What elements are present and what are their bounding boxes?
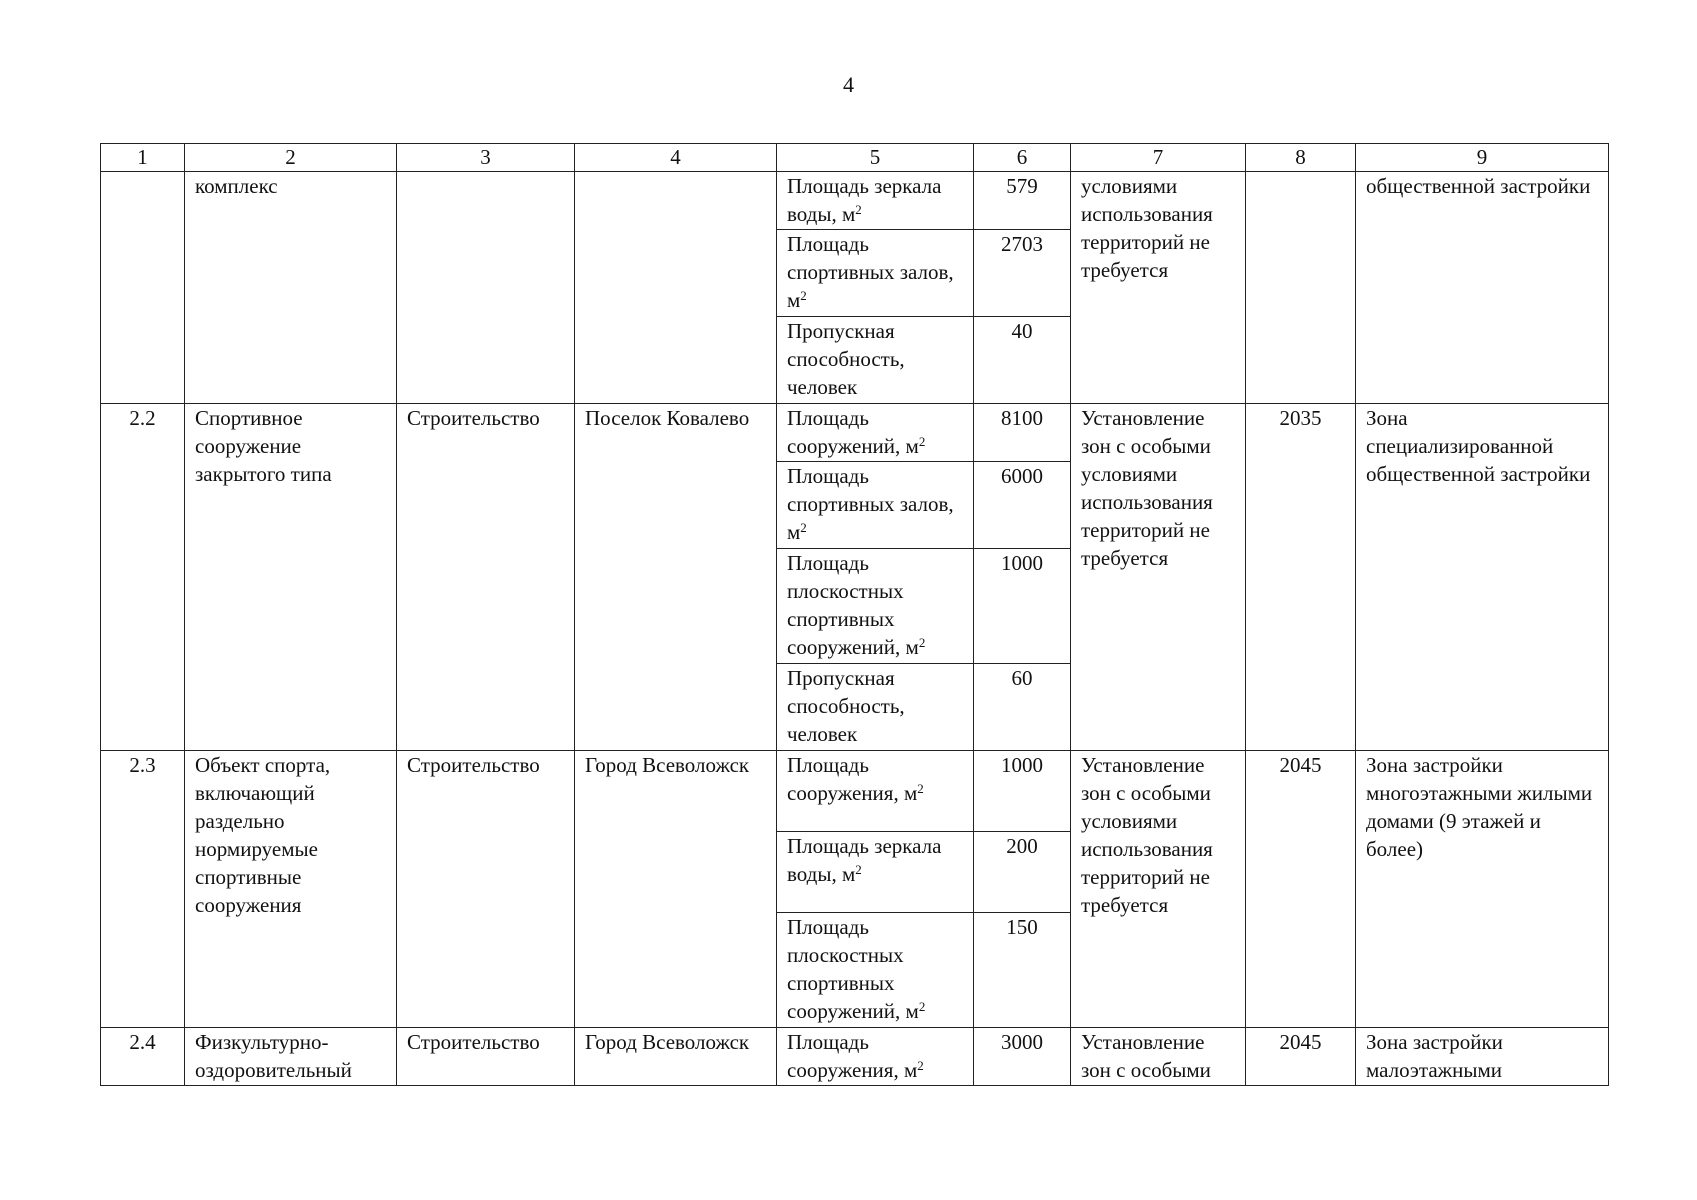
indicator-value: 1000 xyxy=(974,751,1071,832)
indicator-value: 150 xyxy=(974,913,1071,1028)
indicator-label xyxy=(777,751,974,832)
indicator-value: 2703 xyxy=(974,230,1071,317)
unit-m: м xyxy=(905,635,919,659)
table-body xyxy=(101,144,1609,1086)
year xyxy=(1246,172,1356,404)
unit-m: м xyxy=(905,434,919,458)
unit-m: м xyxy=(841,202,856,226)
action-type: Строительство xyxy=(397,751,575,1028)
indicator-label xyxy=(777,913,974,1028)
zone: Зона специализированной общественной застройки xyxy=(1356,404,1609,751)
indicator-label xyxy=(777,1028,974,1086)
year: 2035 xyxy=(1246,404,1356,751)
unit-superscript: 2 xyxy=(855,202,862,217)
indicator-value: 8100 xyxy=(974,404,1071,462)
restriction-text: Установление зон с особыми xyxy=(1071,1028,1246,1086)
indicator-value: 60 xyxy=(974,664,1071,751)
unit-superscript: 2 xyxy=(855,862,862,877)
unit-superscript: 2 xyxy=(918,635,926,650)
object-name: комплекс xyxy=(185,172,397,404)
column-number: 7 xyxy=(1071,144,1246,172)
indicator-label xyxy=(777,317,974,404)
indicator-label xyxy=(777,404,974,462)
column-number-row xyxy=(101,144,1609,172)
indicator-value: 40 xyxy=(974,317,1071,404)
item-number: 2.3 xyxy=(101,751,185,1028)
unit-superscript: 2 xyxy=(918,999,926,1014)
item-number: 2.2 xyxy=(101,404,185,751)
year: 2045 xyxy=(1246,1028,1356,1086)
indicator-label-text: Площадь плоскостных спортивных сооружений, xyxy=(787,915,906,1023)
indicator-value: 200 xyxy=(974,832,1071,913)
indicator-label-text: Пропускная способность, человек xyxy=(787,666,905,746)
column-number: 4 xyxy=(575,144,777,172)
indicator-value: 3000 xyxy=(974,1028,1071,1086)
indicator-value: 579 xyxy=(974,172,1071,230)
table-row xyxy=(101,1028,1609,1086)
unit-superscript: 2 xyxy=(918,434,926,449)
unit-m: м xyxy=(787,288,801,312)
object-name: Спортивное сооружение закрытого типа xyxy=(185,404,397,751)
action-type xyxy=(397,172,575,404)
indicator-label xyxy=(777,832,974,913)
indicator-label-text: Площадь зеркала воды, xyxy=(787,174,942,226)
page-number: 4 xyxy=(843,72,854,97)
unit-m: м xyxy=(841,862,856,886)
indicator-label xyxy=(777,664,974,751)
unit-superscript: 2 xyxy=(800,288,807,303)
object-name: Объект спорта, включающий раздельно нормируемые спортивные сооружения xyxy=(185,751,397,1028)
item-number: 2.4 xyxy=(101,1028,185,1086)
indicator-label xyxy=(777,172,974,230)
column-number: 1 xyxy=(101,144,185,172)
table-row xyxy=(101,404,1609,462)
restriction-text: Установление зон с особыми условиями использования территорий не требуется xyxy=(1071,751,1246,1028)
column-number: 3 xyxy=(397,144,575,172)
restriction-text: Установление зон с особыми условиями использования территорий не требуется xyxy=(1071,404,1246,751)
table-row xyxy=(101,751,1609,832)
unit-m: м xyxy=(903,1058,918,1082)
item-number xyxy=(101,172,185,404)
indicator-label-text: Пропускная способность, человек xyxy=(787,319,905,399)
indicator-value: 6000 xyxy=(974,462,1071,549)
location: Поселок Ковалево xyxy=(575,404,777,751)
column-number: 6 xyxy=(974,144,1071,172)
objects-table xyxy=(100,143,1609,1086)
object-name: Физкультурно-оздоровительный xyxy=(185,1028,397,1086)
zone: общественной застройки xyxy=(1356,172,1609,404)
indicator-label xyxy=(777,462,974,549)
location: Город Всеволожск xyxy=(575,1028,777,1086)
unit-m: м xyxy=(787,520,801,544)
zone: Зона застройки многоэтажными жилыми домами (9 этажей и более) xyxy=(1356,751,1609,1028)
table-row xyxy=(101,172,1609,230)
zone: Зона застройки малоэтажными xyxy=(1356,1028,1609,1086)
indicator-label xyxy=(777,230,974,317)
action-type: Строительство xyxy=(397,404,575,751)
indicator-label xyxy=(777,549,974,664)
column-number: 5 xyxy=(777,144,974,172)
indicator-label-text: Площадь спортивных залов, xyxy=(787,464,954,516)
indicator-value: 1000 xyxy=(974,549,1071,664)
indicator-label-text: Площадь сооружения, xyxy=(787,753,904,805)
column-number: 9 xyxy=(1356,144,1609,172)
unit-superscript: 2 xyxy=(917,1058,924,1073)
year: 2045 xyxy=(1246,751,1356,1028)
indicator-label-text: Площадь спортивных залов, xyxy=(787,232,954,284)
column-number: 2 xyxy=(185,144,397,172)
indicator-label-text: Площадь плоскостных спортивных сооружений, xyxy=(787,551,906,659)
indicator-label-text: Площадь сооружений, xyxy=(787,406,906,458)
action-type: Строительство xyxy=(397,1028,575,1086)
column-number: 8 xyxy=(1246,144,1356,172)
unit-superscript: 2 xyxy=(800,520,807,535)
indicator-label-text: Площадь сооружения, xyxy=(787,1030,904,1082)
unit-m: м xyxy=(905,999,919,1023)
indicator-label-text: Площадь зеркала воды, xyxy=(787,834,942,886)
unit-m: м xyxy=(903,781,918,805)
location: Город Всеволожск xyxy=(575,751,777,1028)
location xyxy=(575,172,777,404)
restriction-text: условиями использования территорий не требуется xyxy=(1071,172,1246,404)
unit-superscript: 2 xyxy=(917,781,924,796)
